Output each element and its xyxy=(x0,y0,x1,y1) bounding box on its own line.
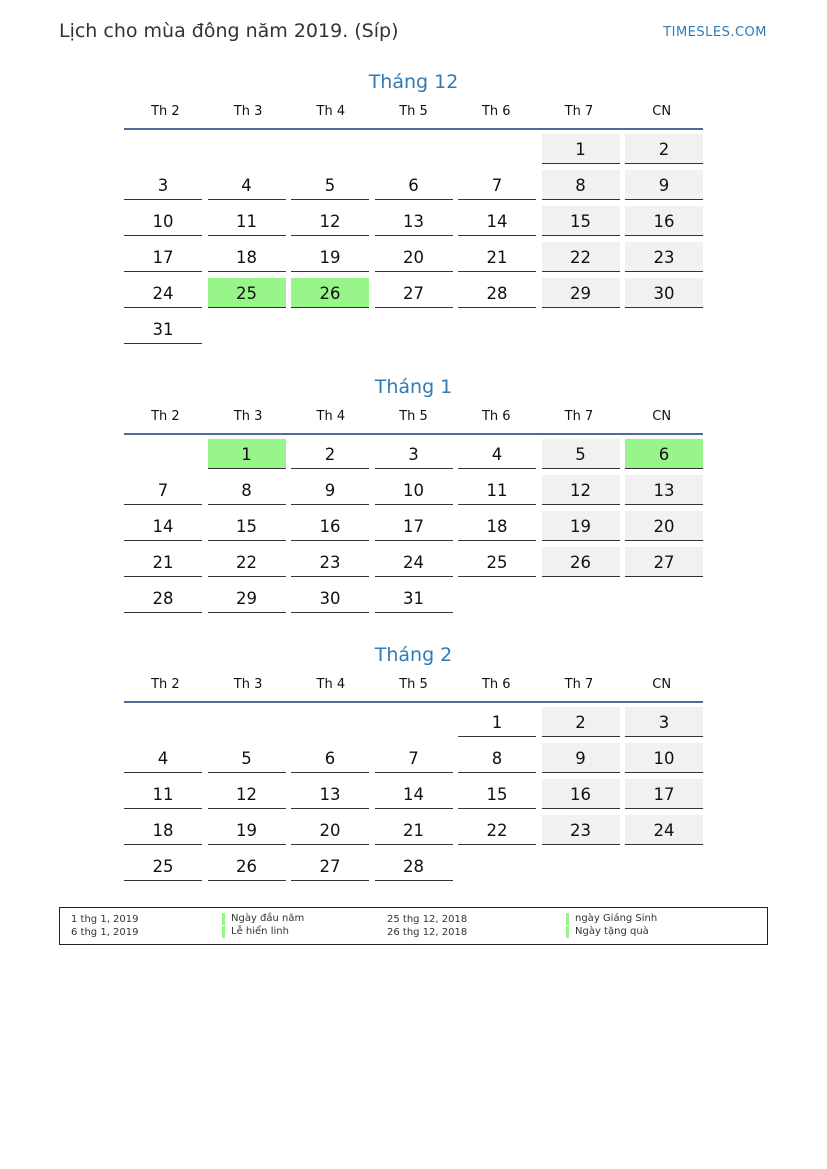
day-cell: 4 xyxy=(124,743,202,773)
weekday-header xyxy=(124,401,703,435)
empty-cell xyxy=(291,707,369,737)
day-cell: 7 xyxy=(458,170,536,200)
month-title: Tháng 2 xyxy=(374,644,453,666)
holiday-day-cell: 26 xyxy=(291,278,369,308)
month-title: Tháng 1 xyxy=(374,376,453,398)
day-cell: 18 xyxy=(124,815,202,845)
day-cell: 23 xyxy=(542,815,620,845)
day-cell: 6 xyxy=(375,170,453,200)
legend-date: 25 thg 12, 2018 xyxy=(387,914,468,925)
day-cell: 27 xyxy=(291,851,369,881)
day-cell: 14 xyxy=(124,511,202,541)
weekday-header xyxy=(124,96,703,130)
day-cell: 15 xyxy=(208,511,286,541)
day-cell: 15 xyxy=(542,206,620,236)
day-cell: 1 xyxy=(458,707,536,737)
day-cell: 4 xyxy=(458,439,536,469)
weekday-label: Th 5 xyxy=(399,104,428,119)
weekday-label: Th 3 xyxy=(233,409,263,424)
day-cell: 19 xyxy=(542,511,620,541)
day-cell: 28 xyxy=(458,278,536,308)
day-cell: 24 xyxy=(124,278,202,308)
day-cell: 17 xyxy=(124,242,202,272)
holiday-day-cell: 25 xyxy=(208,278,286,308)
day-cell: 21 xyxy=(375,815,453,845)
day-cell: 5 xyxy=(542,439,620,469)
day-cell: 16 xyxy=(542,779,620,809)
empty-cell xyxy=(124,439,202,469)
day-cell: 15 xyxy=(458,779,536,809)
day-cell: 18 xyxy=(458,511,536,541)
weekday-label: CN xyxy=(652,677,672,692)
weekday-label: Th 4 xyxy=(316,409,346,424)
weekday-label: Th 6 xyxy=(481,409,511,424)
day-cell: 20 xyxy=(291,815,369,845)
day-cell: 27 xyxy=(625,547,703,577)
day-cell: 3 xyxy=(375,439,453,469)
day-grid xyxy=(124,439,703,619)
day-cell: 10 xyxy=(124,206,202,236)
day-cell: 30 xyxy=(291,583,369,613)
day-cell: 22 xyxy=(208,547,286,577)
holiday-legend xyxy=(59,907,768,945)
day-cell: 21 xyxy=(458,242,536,272)
empty-cell xyxy=(458,134,536,164)
day-cell: 22 xyxy=(458,815,536,845)
day-cell: 9 xyxy=(542,743,620,773)
day-grid xyxy=(124,707,703,887)
day-cell: 5 xyxy=(208,743,286,773)
day-cell: 19 xyxy=(208,815,286,845)
legend-date: 1 thg 1, 2019 xyxy=(71,914,139,925)
empty-cell xyxy=(208,707,286,737)
day-cell: 20 xyxy=(375,242,453,272)
day-cell: 29 xyxy=(208,583,286,613)
day-cell: 23 xyxy=(291,547,369,577)
legend-holiday-name: ngày Giáng Sinh xyxy=(566,913,657,925)
day-cell: 20 xyxy=(625,511,703,541)
day-cell: 13 xyxy=(375,206,453,236)
day-cell: 19 xyxy=(291,242,369,272)
day-cell: 26 xyxy=(208,851,286,881)
day-cell: 31 xyxy=(124,314,202,344)
day-cell: 10 xyxy=(625,743,703,773)
day-cell: 8 xyxy=(458,743,536,773)
empty-cell xyxy=(208,134,286,164)
day-cell: 24 xyxy=(625,815,703,845)
empty-cell xyxy=(375,707,453,737)
day-cell: 4 xyxy=(208,170,286,200)
legend-date: 26 thg 12, 2018 xyxy=(387,927,468,938)
weekday-label: Th 6 xyxy=(481,104,511,119)
day-cell: 26 xyxy=(542,547,620,577)
day-cell: 12 xyxy=(542,475,620,505)
empty-cell xyxy=(124,134,202,164)
day-cell: 2 xyxy=(291,439,369,469)
day-cell: 31 xyxy=(375,583,453,613)
day-cell: 6 xyxy=(291,743,369,773)
day-cell: 2 xyxy=(542,707,620,737)
page-title: Lịch cho mùa đông năm 2019. (Síp) xyxy=(59,20,399,42)
day-cell: 28 xyxy=(124,583,202,613)
day-cell: 16 xyxy=(291,511,369,541)
month-calendar xyxy=(124,68,703,350)
day-cell: 13 xyxy=(625,475,703,505)
month-calendar xyxy=(124,641,703,887)
month-title: Tháng 12 xyxy=(368,71,459,93)
day-cell: 14 xyxy=(375,779,453,809)
day-cell: 25 xyxy=(458,547,536,577)
empty-cell xyxy=(124,707,202,737)
month-calendar xyxy=(124,373,703,619)
legend-holiday-name: Lễ hiển linh xyxy=(222,926,289,938)
day-cell: 2 xyxy=(625,134,703,164)
legend-date: 6 thg 1, 2019 xyxy=(71,927,139,938)
site-link[interactable]: TIMESLES.COM xyxy=(663,25,767,40)
day-cell: 29 xyxy=(542,278,620,308)
weekday-label: Th 3 xyxy=(233,677,263,692)
day-cell: 9 xyxy=(291,475,369,505)
empty-cell xyxy=(375,134,453,164)
day-cell: 16 xyxy=(625,206,703,236)
day-cell: 8 xyxy=(542,170,620,200)
day-cell: 30 xyxy=(625,278,703,308)
day-cell: 12 xyxy=(291,206,369,236)
day-cell: 3 xyxy=(124,170,202,200)
weekday-label: Th 4 xyxy=(316,677,346,692)
weekday-label: Th 2 xyxy=(151,104,180,119)
weekday-label: CN xyxy=(652,104,672,119)
day-cell: 1 xyxy=(542,134,620,164)
day-cell: 9 xyxy=(625,170,703,200)
holiday-day-cell: 1 xyxy=(208,439,286,469)
day-cell: 22 xyxy=(542,242,620,272)
day-cell: 25 xyxy=(124,851,202,881)
weekday-label: Th 7 xyxy=(564,409,594,424)
weekday-label: Th 4 xyxy=(316,104,346,119)
day-grid xyxy=(124,134,703,350)
day-cell: 3 xyxy=(625,707,703,737)
weekday-label: Th 5 xyxy=(399,409,428,424)
weekday-label: Th 2 xyxy=(151,409,180,424)
day-cell: 11 xyxy=(458,475,536,505)
day-cell: 17 xyxy=(625,779,703,809)
weekday-label: Th 7 xyxy=(564,677,594,692)
day-cell: 11 xyxy=(208,206,286,236)
day-cell: 14 xyxy=(458,206,536,236)
day-cell: 23 xyxy=(625,242,703,272)
day-cell: 28 xyxy=(375,851,453,881)
day-cell: 8 xyxy=(208,475,286,505)
day-cell: 18 xyxy=(208,242,286,272)
day-cell: 13 xyxy=(291,779,369,809)
weekday-label: Th 5 xyxy=(399,677,428,692)
empty-cell xyxy=(291,134,369,164)
day-cell: 27 xyxy=(375,278,453,308)
day-cell: 21 xyxy=(124,547,202,577)
legend-holiday-name: Ngày tặng quà xyxy=(566,926,649,938)
day-cell: 10 xyxy=(375,475,453,505)
weekday-label: CN xyxy=(652,409,672,424)
day-cell: 11 xyxy=(124,779,202,809)
day-cell: 7 xyxy=(124,475,202,505)
legend-holiday-name: Ngày đầu năm xyxy=(222,913,304,925)
day-cell: 5 xyxy=(291,170,369,200)
day-cell: 7 xyxy=(375,743,453,773)
weekday-label: Th 3 xyxy=(233,104,263,119)
day-cell: 12 xyxy=(208,779,286,809)
weekday-label: Th 2 xyxy=(151,677,180,692)
weekday-label: Th 6 xyxy=(481,677,511,692)
weekday-header xyxy=(124,669,703,703)
weekday-label: Th 7 xyxy=(564,104,594,119)
day-cell: 24 xyxy=(375,547,453,577)
day-cell: 17 xyxy=(375,511,453,541)
holiday-day-cell: 6 xyxy=(625,439,703,469)
